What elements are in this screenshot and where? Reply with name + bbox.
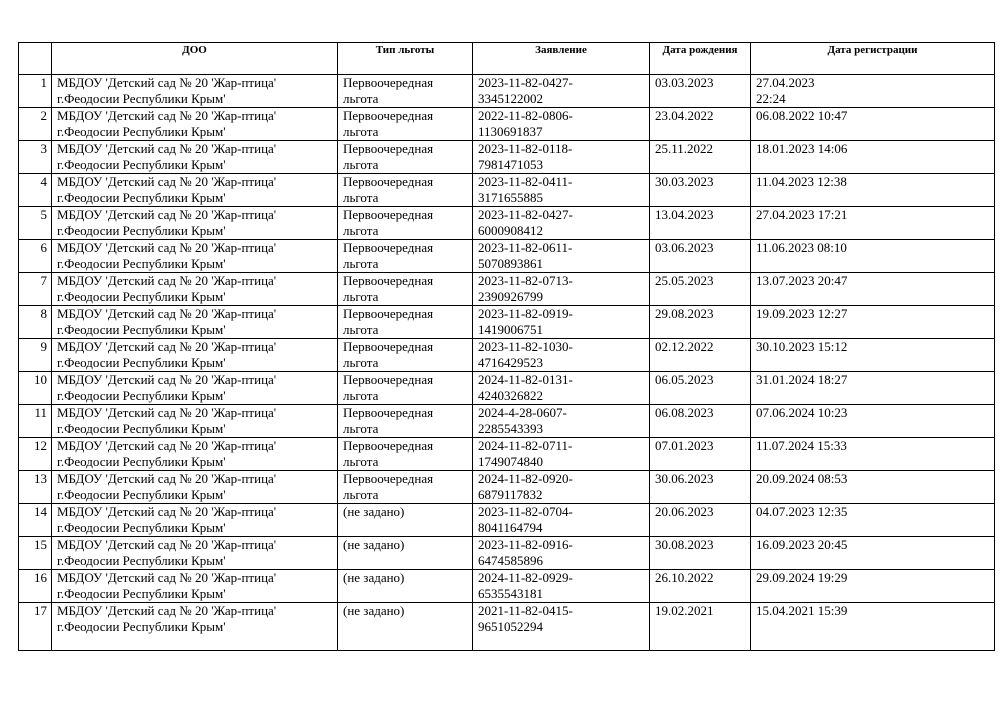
benefit-type-cell	[338, 108, 473, 141]
doo-cell	[52, 603, 338, 651]
benefit-type-cell	[338, 471, 473, 504]
benefit-type-cell	[338, 603, 473, 651]
birth-date-cell: 13.04.2023	[650, 207, 751, 240]
application-id-line: 3345122002	[478, 91, 543, 106]
benefit-type-line: (не задано)	[343, 570, 405, 585]
benefit-type-line: льгота	[343, 388, 379, 403]
header-benefit-type: Тип льготы	[338, 43, 473, 75]
benefit-type-line: льгота	[343, 421, 379, 436]
benefit-type-line: льгота	[343, 487, 379, 502]
registration-date-line: 11.07.2024 15:33	[756, 438, 847, 453]
application-id-line: 2023-11-82-0118-	[478, 141, 573, 156]
application-id-line: 1749074840	[478, 454, 543, 469]
table-row	[19, 141, 995, 174]
application-cell	[473, 174, 650, 207]
table-row	[19, 537, 995, 570]
registration-date-cell	[751, 273, 995, 306]
application-id-line: 5070893861	[478, 256, 543, 271]
row-number-cell: 13	[19, 471, 52, 504]
benefit-type-line: льгота	[343, 289, 379, 304]
registration-date-line: 07.06.2024 10:23	[756, 405, 848, 420]
application-id-line: 2023-11-82-0427-	[478, 75, 573, 90]
row-number-cell: 4	[19, 174, 52, 207]
registration-date-line: 15.04.2021 15:39	[756, 603, 848, 618]
application-id-line: 2022-11-82-0806-	[478, 108, 573, 123]
benefit-type-line: льгота	[343, 322, 379, 337]
row-number-cell: 1	[19, 75, 52, 108]
application-id-line: 2024-4-28-0607-	[478, 405, 567, 420]
registration-date-line: 27.04.2023	[756, 75, 815, 90]
registration-date-cell	[751, 372, 995, 405]
doo-name-line: МБДОУ 'Детский сад № 20 'Жар-птица'	[57, 372, 277, 387]
doo-name-line: МБДОУ 'Детский сад № 20 'Жар-птица'	[57, 273, 277, 288]
table-row	[19, 306, 995, 339]
registration-date-line: 06.08.2022 10:47	[756, 108, 848, 123]
application-cell	[473, 438, 650, 471]
registration-table	[18, 42, 995, 651]
application-id-line: 6535543181	[478, 586, 543, 601]
doo-name-line: г.Феодосии Республики Крым'	[57, 223, 226, 238]
registration-date-line: 27.04.2023 17:21	[756, 207, 848, 222]
doo-name-line: г.Феодосии Республики Крым'	[57, 388, 226, 403]
row-number-cell: 5	[19, 207, 52, 240]
benefit-type-cell	[338, 438, 473, 471]
doo-cell	[52, 240, 338, 273]
benefit-type-cell	[338, 75, 473, 108]
table-row	[19, 174, 995, 207]
application-id-line: 2023-11-82-0411-	[478, 174, 573, 189]
application-id-line: 3171655885	[478, 190, 543, 205]
application-id-line: 6879117832	[478, 487, 543, 502]
birth-date-cell: 25.05.2023	[650, 273, 751, 306]
application-id-line: 2023-11-82-0713-	[478, 273, 573, 288]
registration-date-cell	[751, 339, 995, 372]
doo-cell	[52, 372, 338, 405]
table-row	[19, 339, 995, 372]
registration-date-cell	[751, 603, 995, 651]
application-cell	[473, 339, 650, 372]
table-row	[19, 603, 995, 651]
doo-name-line: г.Феодосии Республики Крым'	[57, 421, 226, 436]
application-cell	[473, 240, 650, 273]
doo-name-line: г.Феодосии Республики Крым'	[57, 454, 226, 469]
registration-date-line: 04.07.2023 12:35	[756, 504, 848, 519]
registration-date-cell	[751, 108, 995, 141]
header-application: Заявление	[473, 43, 650, 75]
application-id-line: 4240326822	[478, 388, 543, 403]
benefit-type-line: Первоочередная	[343, 207, 434, 222]
doo-cell	[52, 141, 338, 174]
table-row	[19, 240, 995, 273]
doo-cell	[52, 339, 338, 372]
benefit-type-line: (не задано)	[343, 537, 405, 552]
doo-name-line: МБДОУ 'Детский сад № 20 'Жар-птица'	[57, 438, 277, 453]
application-id-line: 8041164794	[478, 520, 543, 535]
birth-date-cell: 30.08.2023	[650, 537, 751, 570]
benefit-type-line: льгота	[343, 190, 379, 205]
doo-name-line: МБДОУ 'Детский сад № 20 'Жар-птица'	[57, 306, 277, 321]
doo-name-line: г.Феодосии Республики Крым'	[57, 256, 226, 271]
doo-name-line: г.Феодосии Республики Крым'	[57, 553, 226, 568]
application-id-line: 6000908412	[478, 223, 543, 238]
registration-date-line: 29.09.2024 19:29	[756, 570, 848, 585]
benefit-type-line: Первоочередная	[343, 240, 434, 255]
application-id-line: 2023-11-82-0916-	[478, 537, 573, 552]
row-number-cell: 2	[19, 108, 52, 141]
doo-name-line: г.Феодосии Республики Крым'	[57, 157, 226, 172]
registration-date-cell	[751, 240, 995, 273]
registration-date-cell	[751, 174, 995, 207]
birth-date-cell: 23.04.2022	[650, 108, 751, 141]
benefit-type-line: Первоочередная	[343, 108, 434, 123]
registration-date-cell	[751, 207, 995, 240]
doo-cell	[52, 75, 338, 108]
table-row	[19, 273, 995, 306]
birth-date-cell: 07.01.2023	[650, 438, 751, 471]
registration-date-cell	[751, 537, 995, 570]
application-id-line: 2390926799	[478, 289, 543, 304]
registration-date-line: 19.09.2023 12:27	[756, 306, 848, 321]
benefit-type-line: льгота	[343, 256, 379, 271]
table-row	[19, 504, 995, 537]
doo-cell	[52, 108, 338, 141]
benefit-type-line: Первоочередная	[343, 372, 434, 387]
application-id-line: 7981471053	[478, 157, 543, 172]
header-number	[19, 43, 52, 75]
doo-cell	[52, 273, 338, 306]
doo-name-line: МБДОУ 'Детский сад № 20 'Жар-птица'	[57, 75, 277, 90]
benefit-type-line: льгота	[343, 223, 379, 238]
benefit-type-line: льгота	[343, 124, 379, 139]
birth-date-cell: 03.03.2023	[650, 75, 751, 108]
benefit-type-cell	[338, 570, 473, 603]
registration-date-line: 11.04.2023 12:38	[756, 174, 847, 189]
row-number-cell: 7	[19, 273, 52, 306]
birth-date-cell: 02.12.2022	[650, 339, 751, 372]
application-id-line: 1419006751	[478, 322, 543, 337]
row-number-cell: 15	[19, 537, 52, 570]
doo-cell	[52, 570, 338, 603]
doo-cell	[52, 174, 338, 207]
application-id-line: 2021-11-82-0415-	[478, 603, 573, 618]
table-body	[19, 75, 995, 651]
doo-cell	[52, 207, 338, 240]
doo-name-line: МБДОУ 'Детский сад № 20 'Жар-птица'	[57, 471, 277, 486]
benefit-type-line: Первоочередная	[343, 339, 434, 354]
doo-name-line: г.Феодосии Республики Крым'	[57, 520, 226, 535]
header-doo: ДОО	[52, 43, 338, 75]
benefit-type-cell	[338, 504, 473, 537]
benefit-type-cell	[338, 405, 473, 438]
benefit-type-cell	[338, 537, 473, 570]
row-number-cell: 17	[19, 603, 52, 651]
application-cell	[473, 273, 650, 306]
application-cell	[473, 471, 650, 504]
row-number-cell: 6	[19, 240, 52, 273]
row-number-cell: 3	[19, 141, 52, 174]
row-number-cell: 10	[19, 372, 52, 405]
application-cell	[473, 141, 650, 174]
application-id-line: 2024-11-82-0929-	[478, 570, 573, 585]
doo-name-line: МБДОУ 'Детский сад № 20 'Жар-птица'	[57, 240, 277, 255]
benefit-type-line: (не задано)	[343, 603, 405, 618]
application-id-line: 2023-11-82-0919-	[478, 306, 573, 321]
doo-name-line: МБДОУ 'Детский сад № 20 'Жар-птица'	[57, 405, 277, 420]
doo-name-line: г.Феодосии Республики Крым'	[57, 322, 226, 337]
benefit-type-line: льгота	[343, 91, 379, 106]
application-id-line: 2023-11-82-0611-	[478, 240, 573, 255]
application-id-line: 2285543393	[478, 421, 543, 436]
birth-date-cell: 30.03.2023	[650, 174, 751, 207]
application-cell	[473, 405, 650, 438]
table-row	[19, 438, 995, 471]
benefit-type-line: льгота	[343, 355, 379, 370]
benefit-type-line: Первоочередная	[343, 273, 434, 288]
benefit-type-line: Первоочередная	[343, 438, 434, 453]
registration-date-cell	[751, 405, 995, 438]
table-row	[19, 471, 995, 504]
row-number-cell: 14	[19, 504, 52, 537]
benefit-type-cell	[338, 240, 473, 273]
registration-date-cell	[751, 141, 995, 174]
benefit-type-line: Первоочередная	[343, 75, 434, 90]
registration-date-line: 31.01.2024 18:27	[756, 372, 848, 387]
doo-name-line: г.Феодосии Республики Крым'	[57, 91, 226, 106]
birth-date-cell: 29.08.2023	[650, 306, 751, 339]
benefit-type-cell	[338, 273, 473, 306]
benefit-type-cell	[338, 141, 473, 174]
doo-name-line: МБДОУ 'Детский сад № 20 'Жар-птица'	[57, 141, 277, 156]
doo-name-line: МБДОУ 'Детский сад № 20 'Жар-птица'	[57, 570, 277, 585]
doo-name-line: г.Феодосии Республики Крым'	[57, 487, 226, 502]
doo-cell	[52, 405, 338, 438]
birth-date-cell: 06.08.2023	[650, 405, 751, 438]
application-cell	[473, 537, 650, 570]
application-id-line: 4716429523	[478, 355, 543, 370]
doo-cell	[52, 306, 338, 339]
application-id-line: 2024-11-82-0920-	[478, 471, 573, 486]
benefit-type-line: Первоочередная	[343, 405, 434, 420]
registration-date-line: 30.10.2023 15:12	[756, 339, 848, 354]
application-id-line: 9651052294	[478, 619, 543, 634]
doo-cell	[52, 438, 338, 471]
table-row	[19, 372, 995, 405]
row-number-cell: 9	[19, 339, 52, 372]
benefit-type-line: Первоочередная	[343, 141, 434, 156]
registration-date-line: 20.09.2024 08:53	[756, 471, 848, 486]
doo-cell	[52, 537, 338, 570]
birth-date-cell: 06.05.2023	[650, 372, 751, 405]
benefit-type-line: льгота	[343, 157, 379, 172]
application-cell	[473, 603, 650, 651]
table-row	[19, 405, 995, 438]
registration-date-cell	[751, 504, 995, 537]
doo-name-line: г.Феодосии Республики Крым'	[57, 586, 226, 601]
doo-cell	[52, 504, 338, 537]
application-id-line: 2023-11-82-1030-	[478, 339, 573, 354]
table-row	[19, 570, 995, 603]
benefit-type-cell	[338, 207, 473, 240]
registration-date-line: 16.09.2023 20:45	[756, 537, 848, 552]
birth-date-cell: 25.11.2022	[650, 141, 751, 174]
application-cell	[473, 504, 650, 537]
doo-name-line: г.Феодосии Республики Крым'	[57, 124, 226, 139]
benefit-type-line: льгота	[343, 454, 379, 469]
registration-date-line: 18.01.2023 14:06	[756, 141, 848, 156]
benefit-type-line: Первоочередная	[343, 174, 434, 189]
table-row	[19, 108, 995, 141]
doo-name-line: МБДОУ 'Детский сад № 20 'Жар-птица'	[57, 603, 277, 618]
doo-name-line: МБДОУ 'Детский сад № 20 'Жар-птица'	[57, 339, 277, 354]
header-birth-date: Дата рождения	[650, 43, 751, 75]
application-id-line: 1130691837	[478, 124, 543, 139]
registration-date-line: 13.07.2023 20:47	[756, 273, 848, 288]
registration-date-cell	[751, 471, 995, 504]
row-number-cell: 12	[19, 438, 52, 471]
benefit-type-cell	[338, 306, 473, 339]
doo-name-line: г.Феодосии Республики Крым'	[57, 355, 226, 370]
benefit-type-line: Первоочередная	[343, 471, 434, 486]
header-registration-date: Дата регистрации	[751, 43, 995, 75]
application-cell	[473, 207, 650, 240]
application-cell	[473, 75, 650, 108]
doo-name-line: г.Феодосии Республики Крым'	[57, 619, 226, 634]
application-cell	[473, 570, 650, 603]
birth-date-cell: 19.02.2021	[650, 603, 751, 651]
doo-cell	[52, 471, 338, 504]
table-header-row	[19, 43, 995, 75]
registration-date-cell	[751, 306, 995, 339]
table-row	[19, 207, 995, 240]
application-id-line: 2023-11-82-0704-	[478, 504, 573, 519]
doo-name-line: МБДОУ 'Детский сад № 20 'Жар-птица'	[57, 174, 277, 189]
application-cell	[473, 108, 650, 141]
application-id-line: 2024-11-82-0131-	[478, 372, 573, 387]
table-row	[19, 75, 995, 108]
doo-name-line: МБДОУ 'Детский сад № 20 'Жар-птица'	[57, 207, 277, 222]
row-number-cell: 8	[19, 306, 52, 339]
doo-name-line: г.Феодосии Республики Крым'	[57, 190, 226, 205]
registration-date-cell	[751, 438, 995, 471]
doo-name-line: МБДОУ 'Детский сад № 20 'Жар-птица'	[57, 537, 277, 552]
registration-date-line: 22:24	[756, 91, 786, 106]
application-cell	[473, 372, 650, 405]
benefit-type-line: (не задано)	[343, 504, 405, 519]
birth-date-cell: 30.06.2023	[650, 471, 751, 504]
benefit-type-cell	[338, 339, 473, 372]
application-id-line: 2023-11-82-0427-	[478, 207, 573, 222]
benefit-type-cell	[338, 372, 473, 405]
doo-name-line: МБДОУ 'Детский сад № 20 'Жар-птица'	[57, 108, 277, 123]
application-cell	[473, 306, 650, 339]
benefit-type-line: Первоочередная	[343, 306, 434, 321]
registration-date-line: 11.06.2023 08:10	[756, 240, 847, 255]
row-number-cell: 16	[19, 570, 52, 603]
doo-name-line: МБДОУ 'Детский сад № 20 'Жар-птица'	[57, 504, 277, 519]
doo-name-line: г.Феодосии Республики Крым'	[57, 289, 226, 304]
application-id-line: 6474585896	[478, 553, 543, 568]
application-id-line: 2024-11-82-0711-	[478, 438, 573, 453]
birth-date-cell: 26.10.2022	[650, 570, 751, 603]
registration-date-cell	[751, 570, 995, 603]
birth-date-cell: 03.06.2023	[650, 240, 751, 273]
birth-date-cell: 20.06.2023	[650, 504, 751, 537]
registration-date-cell	[751, 75, 995, 108]
benefit-type-cell	[338, 174, 473, 207]
row-number-cell: 11	[19, 405, 52, 438]
